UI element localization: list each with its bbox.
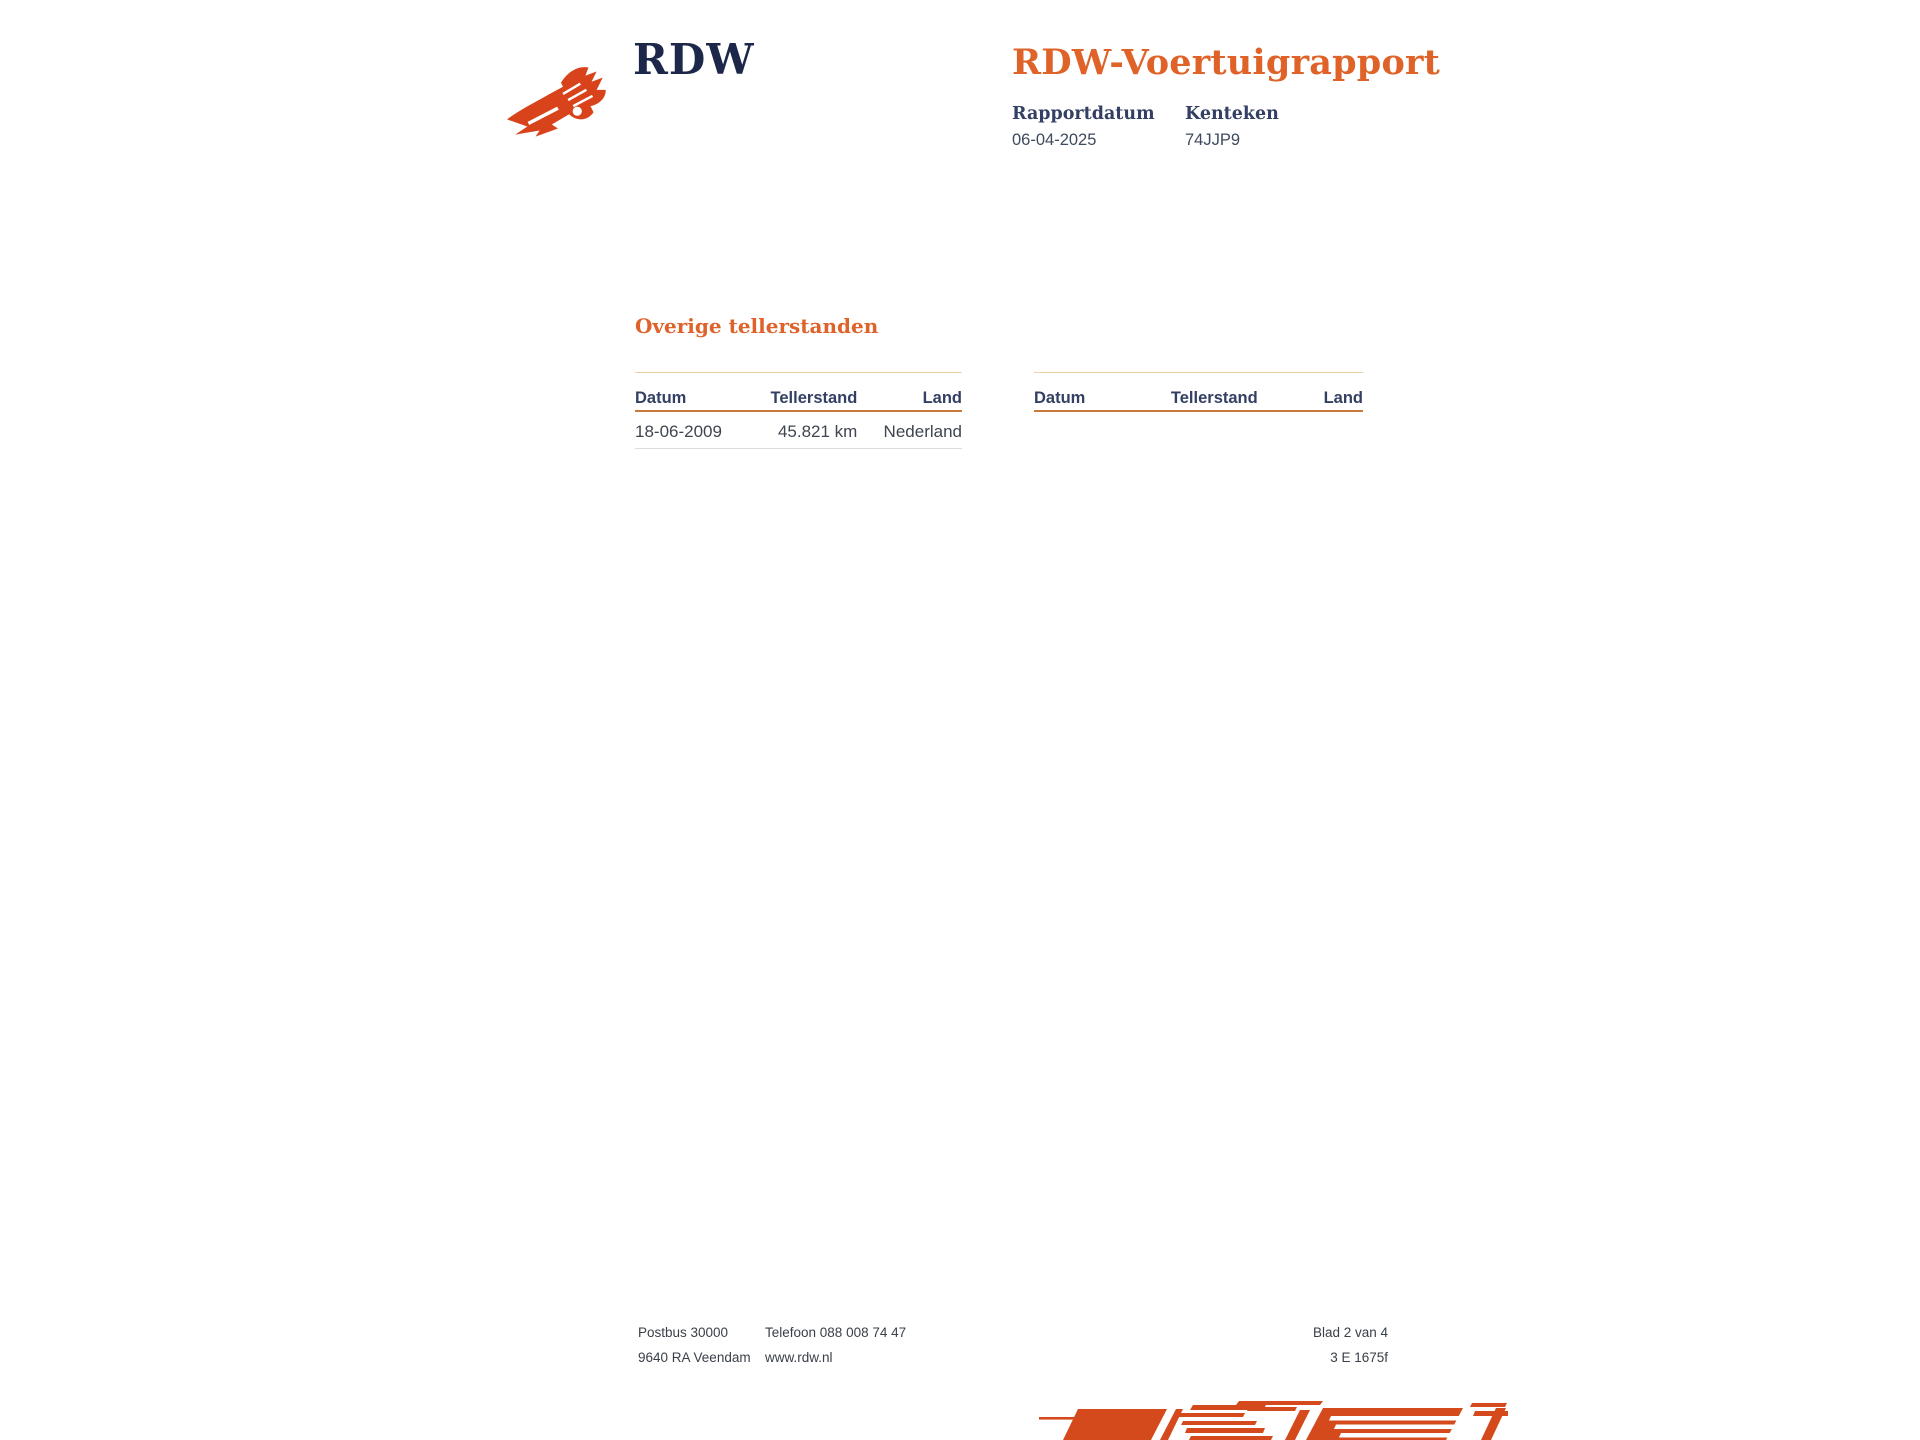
- table-header-row: [635, 373, 962, 412]
- meta-kenteken: [1185, 106, 1279, 148]
- cell-tellerstand: 45.821 km: [777, 421, 858, 441]
- report-meta: [1012, 106, 1279, 148]
- column-header-tellerstand: Tellerstand: [770, 389, 858, 407]
- table-header-row: [1034, 373, 1363, 412]
- footer-telefoon: Telefoon 088 008 74 47: [765, 1325, 907, 1340]
- column-header-land: Land: [1323, 389, 1363, 407]
- meta-label: Rapportdatum: [1012, 104, 1155, 124]
- meta-rapportdatum: [1012, 106, 1185, 148]
- meta-value: 74JJP9: [1185, 130, 1241, 149]
- page-footer: [638, 1320, 1388, 1370]
- rdw-lion-icon: [505, 60, 619, 138]
- page-title: RDW-Voertuigrapport: [1012, 42, 1441, 83]
- column-header-land: Land: [922, 389, 962, 407]
- footer-plaats: 9640 RA Veendam: [638, 1350, 751, 1365]
- column-header-tellerstand: Tellerstand: [1170, 389, 1258, 407]
- column-header-datum: Datum: [1034, 389, 1086, 407]
- footer-postbus: Postbus 30000: [638, 1325, 729, 1340]
- cell-land: Nederland: [883, 421, 962, 441]
- table-row: [635, 412, 962, 450]
- logo-wordmark: RDW: [633, 35, 755, 84]
- section-title: Overige tellerstanden: [635, 314, 879, 338]
- tellerstanden-table-left: [635, 372, 962, 449]
- footer-form-code: 3 E 1675f: [1330, 1350, 1388, 1365]
- tellerstanden-table-right: [1034, 372, 1363, 412]
- rdw-speed-mark-graphic: [1033, 1398, 1508, 1440]
- meta-label: Kenteken: [1185, 104, 1279, 124]
- footer-page-number: Blad 2 van 4: [1312, 1325, 1388, 1340]
- meta-value: 06-04-2025: [1012, 130, 1097, 149]
- cell-datum: 18-06-2009: [635, 421, 722, 441]
- column-header-datum: Datum: [635, 389, 687, 407]
- footer-website-link[interactable]: www.rdw.nl: [765, 1350, 833, 1365]
